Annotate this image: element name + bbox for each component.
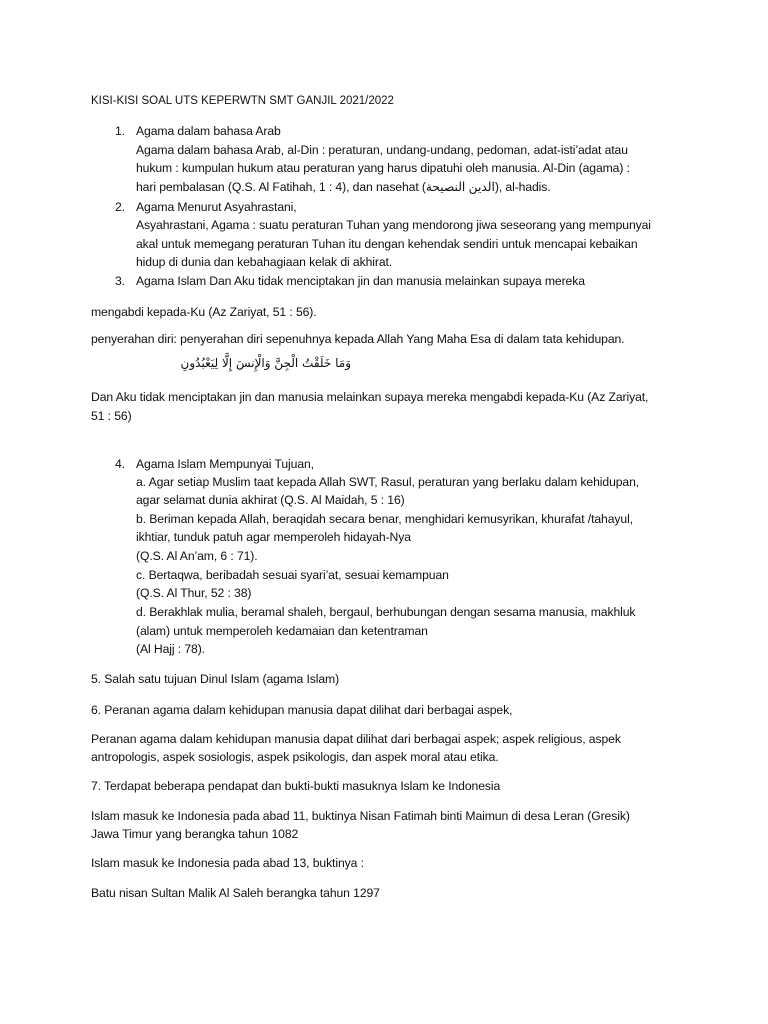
item-1-heading: Agama dalam bahasa Arab xyxy=(136,124,281,138)
paragraph-7-b: Islam masuk ke Indonesia pada abad 13, buktinya : xyxy=(91,856,364,870)
item-4-number: 4. xyxy=(115,457,125,471)
item-1-number: 1. xyxy=(115,124,125,138)
item-1-line: hari pembalasan (Q.S. Al Fatihah, 1 : 4), dan nasehat (الدين النصيحة), al-hadis. xyxy=(136,180,551,194)
item-2-line: akal untuk memegang peraturan Tuhan itu dengan kehendak sendiri untuk mencapai kebaikan xyxy=(136,237,638,251)
item-4-line: (alam) untuk memperoleh kedamaian dan ketentraman xyxy=(136,624,428,638)
item-4-line: c. Bertaqwa, beribadah sesuai syari’at, sesuai kemampuan xyxy=(136,568,449,582)
item-4-line: b. Beriman kepada Allah, beraqidah secara benar, menghidari kemusyrikan, khurafat /tahayul, xyxy=(136,512,633,526)
item-4-heading: Agama Islam Mempunyai Tujuan, xyxy=(136,457,314,471)
item-2-number: 2. xyxy=(115,200,125,214)
translation-line: 51 : 56) xyxy=(91,409,132,423)
paragraph-7-a: Islam masuk ke Indonesia pada abad 11, buktinya Nisan Fatimah binti Maimun di desa Leran (Gresik) xyxy=(91,809,630,823)
item-2-heading: Agama Menurut Asyahrastani, xyxy=(136,200,297,214)
paragraph-7-c: Batu nisan Sultan Malik Al Saleh berangka tahun 1297 xyxy=(91,886,380,900)
document-title: KISI-KISI SOAL UTS KEPERWTN SMT GANJIL 2021/2022 xyxy=(91,95,394,107)
paragraph-7-a: Jawa Timur yang berangka tahun 1082 xyxy=(91,827,299,841)
item-3-heading: Agama Islam Dan Aku tidak menciptakan jin dan manusia melainkan supaya mereka xyxy=(136,274,585,288)
item-4-line: (Q.S. Al An’am, 6 : 71). xyxy=(136,549,258,563)
translation-line: Dan Aku tidak menciptakan jin dan manusia melainkan supaya mereka mengabdi kepada-Ku (Az Zariyat, xyxy=(91,390,649,404)
item-1-line: hukum : kumpulan hukum atau peraturan yang harus dipatuhi oleh manusia. Al-Din (agama) : xyxy=(136,161,630,175)
item-4-line: d. Berakhlak mulia, beramal shaleh, bergaul, berhubungan dengan sesama manusia, makhluk xyxy=(136,605,636,619)
item-1-line: Agama dalam bahasa Arab, al-Din : peraturan, undang-undang, pedoman, adat-isti’adat atau xyxy=(136,143,628,157)
paragraph-5: 5. Salah satu tujuan Dinul Islam (agama Islam) xyxy=(91,672,340,686)
item-2-line: Asyahrastani, Agama : suatu peraturan Tuhan yang mendorong jiwa seseorang yang mempunyai xyxy=(136,218,651,232)
paragraph-6-detail: antropologis, aspek sosiologis, aspek psikologis, dan aspek moral atau etika. xyxy=(91,750,499,764)
arabic-verse: وَمَا خَلَقْتُ الْجِنَّ وَالْإِنسَ إِلَّا لِيَعْبُدُونِ xyxy=(180,356,351,370)
paragraph-penyerahan: penyerahan diri: penyerahan diri sepenuhnya kepada Allah Yang Maha Esa di dalam tata kehidupan. xyxy=(91,332,625,346)
paragraph-6-detail: Peranan agama dalam kehidupan manusia dapat dilihat dari berbagai aspek; aspek religious, aspek xyxy=(91,732,621,746)
item-4-line: (Q.S. Al Thur, 52 : 38) xyxy=(136,586,252,600)
paragraph-6: 6. Peranan agama dalam kehidupan manusia dapat dilihat dari berbagai aspek, xyxy=(91,703,513,717)
paragraph-7: 7. Terdapat beberapa pendapat dan bukti-bukti masuknya Islam ke Indonesia xyxy=(91,779,501,793)
item-2-line: hidup di dunia dan kebahagiaan kelak di akhirat. xyxy=(136,255,393,269)
item-4-line: agar selamat dunia akhirat (Q.S. Al Maidah, 5 : 16) xyxy=(136,493,405,507)
item-4-line: a. Agar setiap Muslim taat kepada Allah SWT, Rasul, peraturan yang berlaku dalam kehidupan, xyxy=(136,475,640,489)
paragraph-mengabdi: mengabdi kepada-Ku (Az Zariyat, 51 : 56). xyxy=(91,305,317,319)
item-4-line: ikhtiar, tunduk patuh agar memperoleh hidayah-Nya xyxy=(136,530,411,544)
item-4-line: (Al Hajj : 78). xyxy=(136,642,205,656)
item-3-number: 3. xyxy=(115,274,125,288)
